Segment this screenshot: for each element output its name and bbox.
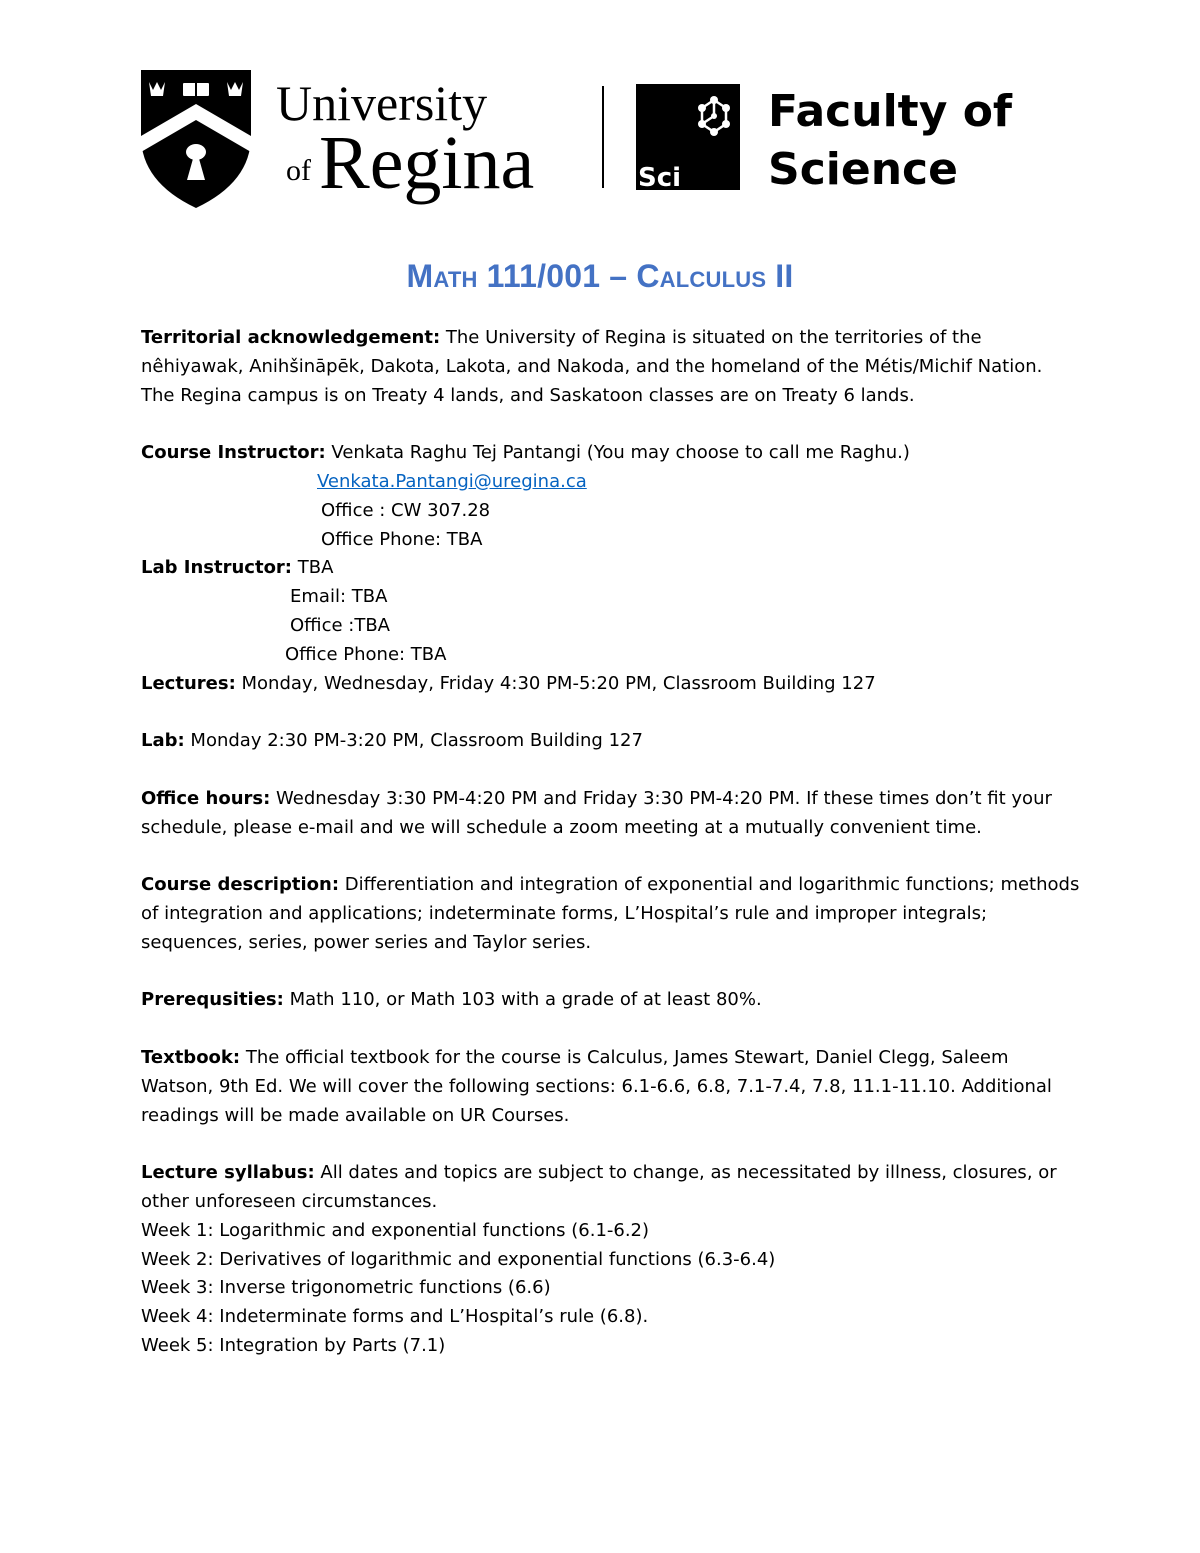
office-hours-label: Office hours: — [141, 787, 271, 809]
logo-row — [141, 70, 1041, 210]
syllabus-label: Lecture syllabus: — [141, 1162, 315, 1184]
lecture-syllabus — [141, 1159, 1081, 1217]
lab-instructor-text: TBA — [292, 557, 334, 579]
syllabus-week: Week 5: Integration by Parts (7.1) — [141, 1334, 446, 1356]
syllabus-week: Week 2: Derivatives of logarithmic and exponential functions (6.3-6.4) — [141, 1248, 776, 1270]
university-of-regina-logo — [141, 70, 581, 210]
lab-instructor — [141, 554, 1081, 583]
university-wordmark-line2: Regina — [319, 121, 535, 205]
territorial-label: Territorial acknowledgement: — [141, 327, 441, 348]
territorial-acknowledgement — [141, 324, 1081, 410]
prerequisites-label: Prerequsities: — [141, 989, 284, 1011]
instructor-label: Course Instructor: — [141, 442, 326, 464]
sci-badge-label: Sci — [638, 163, 682, 190]
lab-instructor-label: Lab Instructor: — [141, 557, 293, 579]
course-description-text: Differentiation and integration of exponential and logarithmic functions; methods of integration and applications; indeterminate forms, L’Hospital’s rule and improper integrals; sequences, series, power series and Taylor series. — [141, 874, 1080, 953]
prerequisites — [141, 986, 1081, 1015]
lectures — [141, 670, 1081, 699]
document-title: Math 111/001 – Calculus II — [406, 258, 794, 294]
textbook — [141, 1044, 1081, 1130]
instructor-text: Venkata Raghu Tej Pantangi (You may choose to call me Raghu.) — [325, 442, 910, 464]
faculty-wordmark-line1: Faculty of — [768, 86, 1013, 137]
syllabus-week: Week 4: Indeterminate forms and L’Hospital’s rule (6.8). — [141, 1306, 649, 1328]
textbook-label: Textbook: — [141, 1046, 241, 1068]
faculty-of-science-logo — [636, 84, 1046, 190]
lab-instructor-email: Email: TBA — [290, 586, 388, 608]
textbook-text: The official textbook for the course is Calculus, James Stewart, Daniel Clegg, Saleem Watson, 9th Ed. We will cover the following sections: 6.1-6.6, 6.8, 7.1-7.4, 7.8, 11.1-11.10. Additional readings will be made available on UR Courses. — [141, 1046, 1052, 1126]
syllabus-body — [141, 324, 1081, 1361]
instructor-email-link[interactable]: Venkata.Pantangi@uregina.ca — [317, 470, 587, 492]
syllabus-week: Week 3: Inverse trigonometric functions (6.6) — [141, 1277, 551, 1299]
university-wordmark-line1: University — [276, 75, 488, 131]
lectures-label: Lectures: — [141, 672, 236, 694]
logo-divider — [602, 86, 604, 188]
lab-label: Lab: — [141, 730, 185, 752]
lab — [141, 727, 1081, 756]
course-description-label: Course description: — [141, 874, 340, 896]
lab-text: Monday 2:30 PM-3:20 PM, Classroom Building 127 — [184, 730, 643, 752]
university-wordmark-of: of — [286, 154, 311, 187]
syllabus-week: Week 1: Logarithmic and exponential functions (6.1-6.2) — [141, 1219, 650, 1241]
office-hours — [141, 785, 1081, 843]
syllabus-text: All dates and topics are subject to change, as necessitated by illness, closures, or other unforeseen circumstances. — [141, 1162, 1057, 1212]
office-hours-text: Wednesday 3:30 PM-4:20 PM and Friday 3:30 PM-4:20 PM. If these times don’t fit your schedule, please e-mail and we will schedule a zoom meeting at a mutually convenient time. — [141, 787, 1052, 838]
faculty-wordmark-line2: Science — [768, 144, 958, 190]
course-instructor — [141, 439, 1081, 468]
lab-instructor-phone: Office Phone: TBA — [285, 643, 447, 665]
lectures-text: Monday, Wednesday, Friday 4:30 PM-5:20 PM, Classroom Building 127 — [235, 672, 876, 694]
course-description — [141, 871, 1081, 957]
prerequisites-text: Math 110, or Math 103 with a grade of at least 80%. — [283, 989, 762, 1011]
territorial-text: The University of Regina is situated on the territories of the nêhiyawak, Anihšināpēk, Dakota, Lakota, and Nakoda, and the homeland of the Métis/Michif Nation. The Regina campus is on Treaty 4 lands, and Saskatoon classes are on Treaty 6 lands. — [141, 327, 1043, 406]
instructor-phone: Office Phone: TBA — [321, 528, 483, 550]
lab-instructor-office: Office :TBA — [290, 614, 390, 636]
instructor-office: Office : CW 307.28 — [321, 499, 491, 521]
